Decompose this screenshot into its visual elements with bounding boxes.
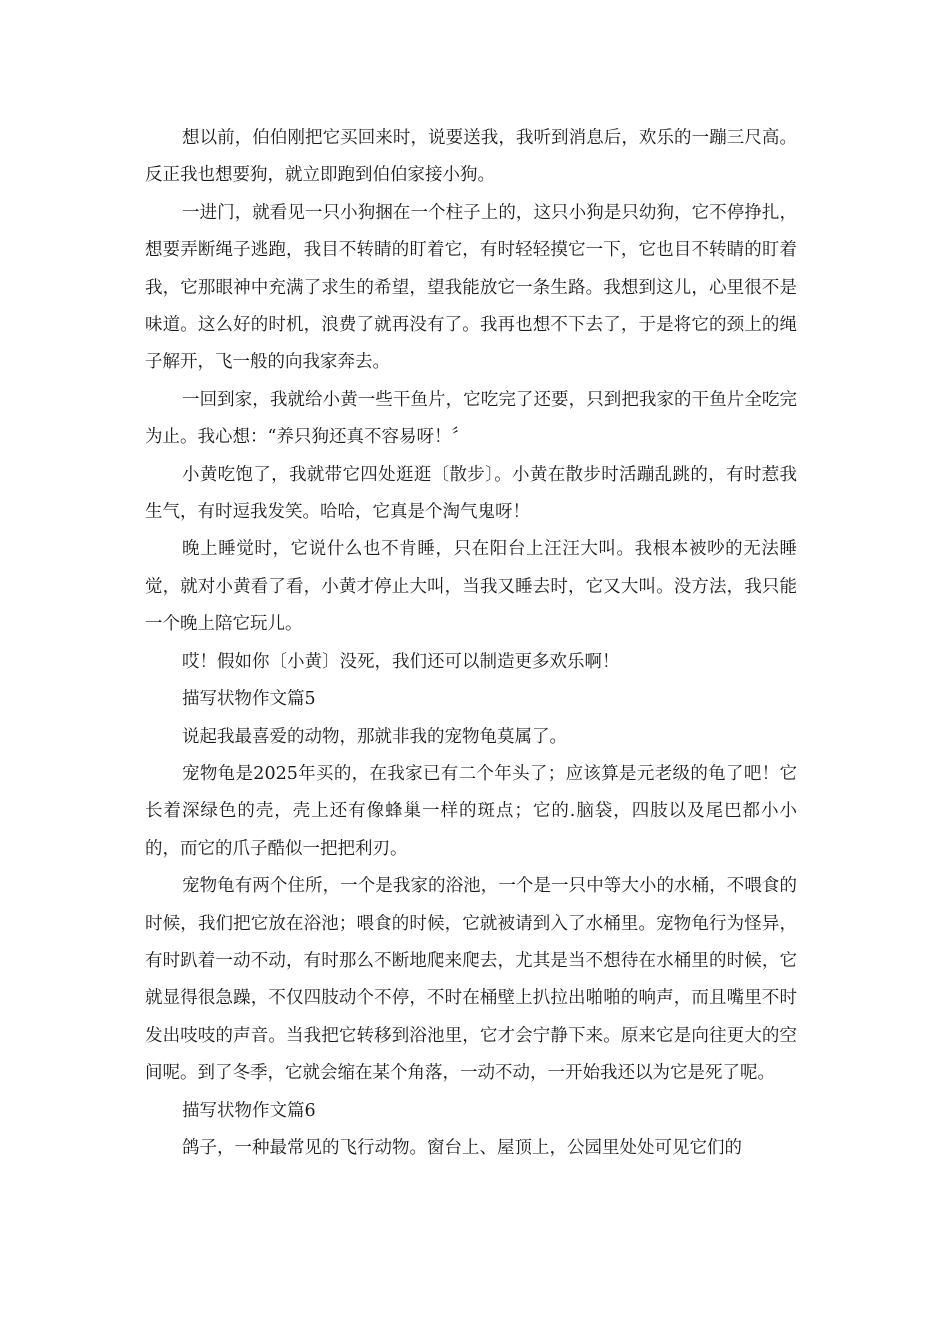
paragraph: 哎！假如你〔小黄〕没死，我们还可以制造更多欢乐啊！ bbox=[182, 651, 620, 672]
document-body bbox=[145, 120, 797, 1167]
paragraph: 说起我最喜爱的动物，那就非我的宠物龟莫属了。 bbox=[182, 726, 567, 747]
paragraph: 想以前，伯伯刚把它买回来时，说要送我，我听到消息后，欢乐的一蹦三尺高。反正我也想要狗，就立即跑到伯伯家接小狗。 bbox=[145, 128, 797, 186]
section-heading: 描写状物作文篇5 bbox=[182, 689, 316, 710]
paragraph: 宠物龟有两个住所，一个是我家的浴池，一个是一只中等大小的水桶，不喂食的时候，我们把它放在浴池；喂食的时候，它就被请到入了水桶里。宠物龟行为怪异，有时趴着一动不动，有时那么不断地爬来爬去，尤其是当不想待在水桶里的时候，它就显得很急躁，不仅四肢动个不停，不时在桶壁上扒拉出啪啪的响声，而且嘴里不时发出吱吱的声音。当我把它转移到浴池里，它才会宁静下来。原来它是向往更大的空间呢。到了冬季，它就会缩在某个角落，一动不动，一开始我还以为它是死了呢。 bbox=[145, 876, 797, 1084]
paragraph: 一回到家，我就给小黄一些干鱼片，它吃完了还要，只到把我家的干鱼片全吃完为止。我心想：“养只狗还真不容易呀！〞 bbox=[145, 389, 797, 448]
paragraph: 宠物龟是2025年买的，在我家已有二个年头了；应该算是元老级的龟了吧！它长着深绿色的壳，壳上还有像蜂巢一样的斑点；它的.脑袋，四肢以及尾巴都小小的，而它的爪子酷似一把把利刃。 bbox=[145, 763, 797, 859]
paragraph: 鸽子，一种最常见的飞行动物。窗台上、屋顶上，公园里处处可见它们的 bbox=[182, 1137, 742, 1158]
paragraph: 一进门，就看见一只小狗捆在一个柱子上的，这只小狗是只幼狗，它不停挣扎，想要弄断绳子逃跑，我目不转睛的盯着它，有时轻轻摸它一下，它也目不转睛的盯着我，它那眼神中充满了求生的希望，望我能放它一条生路。我想到这儿，心里很不是味道。这么好的时机，浪费了就再没有了。我再也想不下去了，于是将它的颈上的绳子解开，飞一般的向我家奔去。 bbox=[145, 202, 797, 373]
paragraph: 晚上睡觉时，它说什么也不肯睡，只在阳台上汪汪大叫。我根本被吵的无法睡觉，就对小黄看了看，小黄才停止大叫，当我又睡去时，它又大叫。没方法，我只能一个晚上陪它玩儿。 bbox=[145, 539, 797, 635]
paragraph: 小黄吃饱了，我就带它四处逛逛〔散步〕。小黄在散步时活蹦乱跳的，有时惹我生气，有时逗我发笑。哈哈，它真是个淘气鬼呀！ bbox=[145, 464, 797, 523]
section-heading: 描写状物作文篇6 bbox=[182, 1100, 316, 1121]
